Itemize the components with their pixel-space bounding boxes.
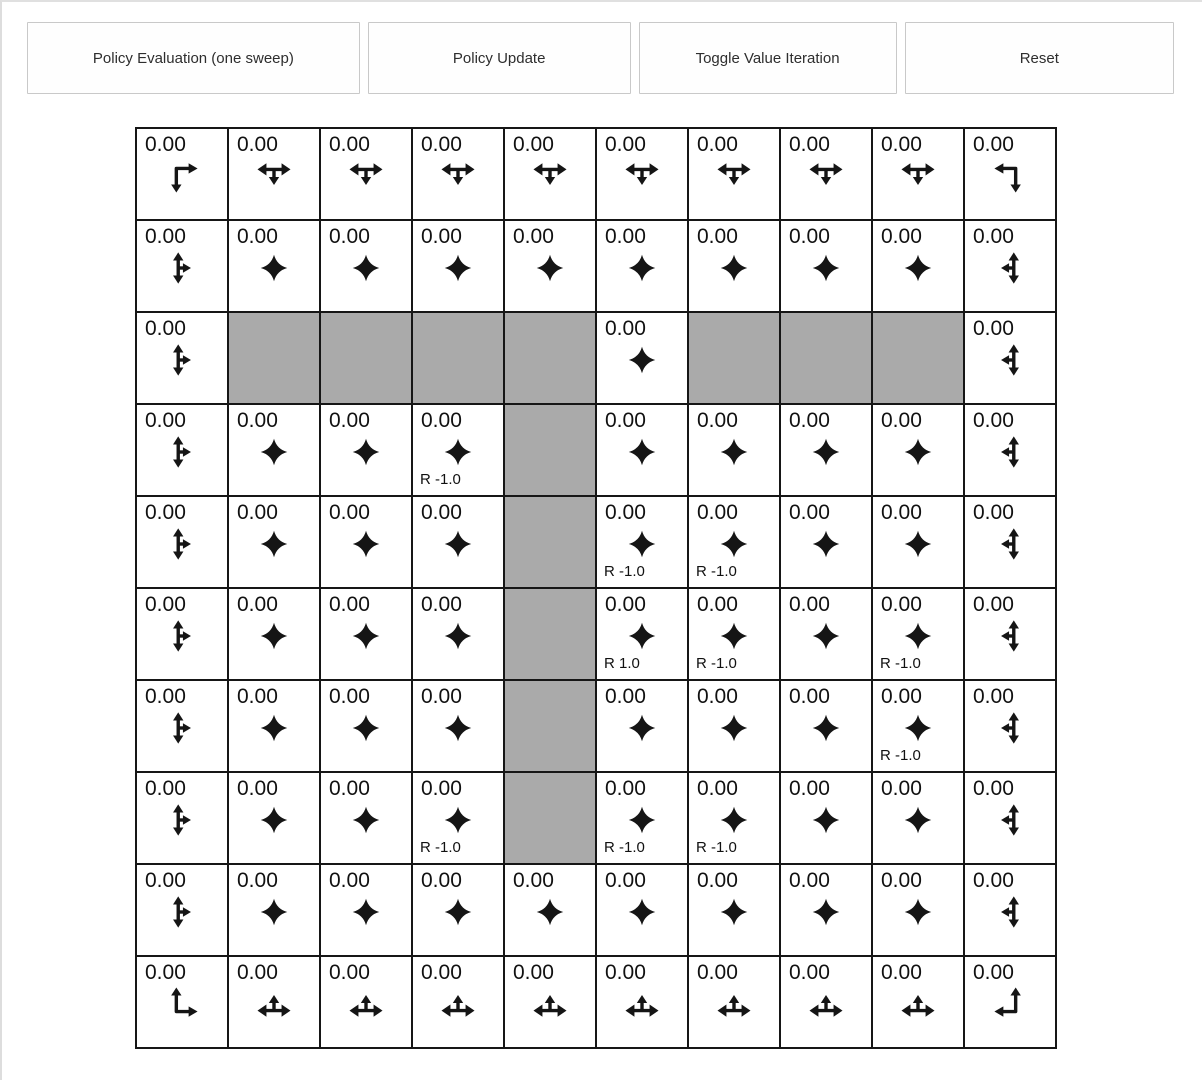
grid-cell[interactable]: [965, 865, 1055, 955]
policy-arrow-all-directions-icon: [809, 711, 843, 745]
cell-value: 0.00: [789, 225, 830, 248]
cell-value: 0.00: [973, 593, 1014, 616]
grid-cell[interactable]: [689, 497, 779, 587]
policy-arrow-up-down-left-icon: [993, 435, 1027, 469]
cell-value: 0.00: [789, 409, 830, 432]
grid-cell[interactable]: [873, 957, 963, 1047]
cell-value: 0.00: [973, 961, 1014, 984]
cell-value: 0.00: [881, 961, 922, 984]
policy-arrow-all-directions-icon: [441, 711, 475, 745]
policy-arrow-left-right-up-icon: [533, 987, 567, 1021]
policy-arrow-left-right-up-icon: [257, 987, 291, 1021]
grid-cell[interactable]: [321, 129, 411, 219]
reward-label: R -1.0: [880, 655, 921, 672]
wall-cell[interactable]: [505, 405, 595, 495]
reward-label: R -1.0: [880, 747, 921, 764]
policy-arrow-all-directions-icon: [349, 527, 383, 561]
grid-cell[interactable]: [505, 221, 595, 311]
policy-arrow-all-directions-icon: [441, 435, 475, 469]
cell-value: 0.00: [329, 225, 370, 248]
policy-arrow-all-directions-icon: [257, 711, 291, 745]
policy-arrow-left-down-icon: [993, 159, 1027, 193]
grid-cell[interactable]: [229, 405, 319, 495]
grid-cell[interactable]: [965, 497, 1055, 587]
policy-arrow-all-directions-icon: [717, 527, 751, 561]
cell-value: 0.00: [421, 593, 462, 616]
grid-cell[interactable]: [137, 405, 227, 495]
grid-cell[interactable]: [965, 589, 1055, 679]
cell-value: 0.00: [145, 501, 186, 524]
cell-value: 0.00: [881, 501, 922, 524]
grid-cell[interactable]: [689, 681, 779, 771]
cell-value: 0.00: [789, 593, 830, 616]
cell-value: 0.00: [421, 869, 462, 892]
policy-arrow-left-right-down-icon: [625, 159, 659, 193]
grid-cell[interactable]: [137, 497, 227, 587]
cell-value: 0.00: [145, 961, 186, 984]
grid-cell[interactable]: [321, 221, 411, 311]
grid-cell[interactable]: [689, 773, 779, 863]
policy-arrow-all-directions-icon: [257, 527, 291, 561]
cell-value: 0.00: [329, 593, 370, 616]
policy-arrow-up-down-right-icon: [165, 803, 199, 837]
grid-cell[interactable]: [781, 221, 871, 311]
policy-arrow-all-directions-icon: [349, 435, 383, 469]
cell-value: 0.00: [973, 685, 1014, 708]
grid-cell[interactable]: [321, 405, 411, 495]
grid-cell[interactable]: [321, 589, 411, 679]
grid-cell[interactable]: [413, 681, 503, 771]
wall-cell[interactable]: [505, 773, 595, 863]
policy-arrow-up-down-right-icon: [165, 251, 199, 285]
policy-arrow-up-down-right-icon: [165, 527, 199, 561]
grid-cell[interactable]: [689, 405, 779, 495]
cell-value: 0.00: [697, 225, 738, 248]
policy-arrow-all-directions-icon: [349, 711, 383, 745]
policy-arrow-all-directions-icon: [809, 895, 843, 929]
policy-arrow-left-right-down-icon: [809, 159, 843, 193]
wall-cell[interactable]: [321, 313, 411, 403]
toolbar: [0, 0, 1202, 94]
grid-cell[interactable]: [873, 773, 963, 863]
wall-cell[interactable]: [505, 497, 595, 587]
cell-value: 0.00: [697, 777, 738, 800]
policy-arrow-all-directions-icon: [625, 619, 659, 653]
policy-arrow-all-directions-icon: [349, 803, 383, 837]
policy-arrow-left-right-down-icon: [533, 159, 567, 193]
grid-cell[interactable]: [229, 221, 319, 311]
grid-cell[interactable]: [965, 129, 1055, 219]
grid-cell[interactable]: [965, 221, 1055, 311]
cell-value: 0.00: [789, 133, 830, 156]
cell-value: 0.00: [973, 317, 1014, 340]
cell-value: 0.00: [421, 225, 462, 248]
grid-cell[interactable]: [965, 405, 1055, 495]
cell-value: 0.00: [605, 685, 646, 708]
policy-arrow-up-down-left-icon: [993, 619, 1027, 653]
cell-value: 0.00: [513, 225, 554, 248]
cell-value: 0.00: [329, 869, 370, 892]
grid-cell[interactable]: [413, 957, 503, 1047]
cell-value: 0.00: [881, 869, 922, 892]
policy-arrow-right-down-icon: [165, 159, 199, 193]
cell-value: 0.00: [605, 409, 646, 432]
grid-cell[interactable]: [781, 589, 871, 679]
grid-cell[interactable]: [873, 129, 963, 219]
reward-label: R -1.0: [420, 471, 461, 488]
policy-arrow-all-directions-icon: [625, 527, 659, 561]
policy-arrow-up-down-left-icon: [993, 251, 1027, 285]
cell-value: 0.00: [881, 777, 922, 800]
cell-value: 0.00: [697, 685, 738, 708]
policy-arrow-all-directions-icon: [441, 803, 475, 837]
grid-cell[interactable]: [781, 865, 871, 955]
cell-value: 0.00: [421, 409, 462, 432]
policy-arrow-up-down-right-icon: [165, 343, 199, 377]
policy-arrow-all-directions-icon: [809, 435, 843, 469]
cell-value: 0.00: [145, 777, 186, 800]
grid-cell[interactable]: [689, 589, 779, 679]
cell-value: 0.00: [329, 409, 370, 432]
cell-value: 0.00: [605, 593, 646, 616]
policy-arrow-all-directions-icon: [901, 895, 935, 929]
grid-cell[interactable]: [137, 773, 227, 863]
cell-value: 0.00: [789, 501, 830, 524]
cell-value: 0.00: [789, 685, 830, 708]
cell-value: 0.00: [329, 133, 370, 156]
reward-label: R -1.0: [604, 839, 645, 856]
grid-cell[interactable]: [321, 497, 411, 587]
policy-arrow-all-directions-icon: [257, 619, 291, 653]
policy-arrow-all-directions-icon: [901, 527, 935, 561]
cell-value: 0.00: [237, 133, 278, 156]
cell-value: 0.00: [145, 869, 186, 892]
grid-cell[interactable]: [873, 405, 963, 495]
cell-value: 0.00: [973, 869, 1014, 892]
grid-cell[interactable]: [229, 129, 319, 219]
policy-arrow-all-directions-icon: [901, 711, 935, 745]
policy-arrow-all-directions-icon: [625, 435, 659, 469]
grid-cell[interactable]: [873, 589, 963, 679]
policy-arrow-up-down-right-icon: [165, 711, 199, 745]
gridworld: [135, 127, 1202, 1049]
cell-value: 0.00: [513, 133, 554, 156]
cell-value: 0.00: [237, 593, 278, 616]
grid-cell[interactable]: [597, 405, 687, 495]
grid-cell[interactable]: [413, 589, 503, 679]
cell-value: 0.00: [145, 225, 186, 248]
policy-arrow-all-directions-icon: [625, 343, 659, 377]
cell-value: 0.00: [237, 777, 278, 800]
policy-arrow-all-directions-icon: [349, 619, 383, 653]
policy-arrow-all-directions-icon: [901, 251, 935, 285]
cell-value: 0.00: [881, 685, 922, 708]
grid-cell[interactable]: [597, 313, 687, 403]
policy-arrow-left-right-up-icon: [625, 987, 659, 1021]
policy-arrow-all-directions-icon: [809, 251, 843, 285]
reward-label: R -1.0: [696, 839, 737, 856]
wall-cell[interactable]: [413, 313, 503, 403]
policy-arrow-up-down-left-icon: [993, 527, 1027, 561]
policy-arrow-all-directions-icon: [441, 895, 475, 929]
grid-cell[interactable]: [137, 589, 227, 679]
grid-cell[interactable]: [505, 865, 595, 955]
grid-cell[interactable]: [137, 221, 227, 311]
grid-cell[interactable]: [873, 681, 963, 771]
cell-value: 0.00: [329, 961, 370, 984]
gridworld-grid: [135, 127, 1057, 1049]
policy-arrow-all-directions-icon: [809, 803, 843, 837]
reward-label: R -1.0: [420, 839, 461, 856]
policy-arrow-all-directions-icon: [625, 803, 659, 837]
policy-arrow-all-directions-icon: [533, 251, 567, 285]
grid-cell[interactable]: [597, 773, 687, 863]
grid-cell[interactable]: [689, 221, 779, 311]
policy-arrow-up-down-left-icon: [993, 895, 1027, 929]
cell-value: 0.00: [973, 133, 1014, 156]
policy-update-button[interactable]: Policy Update: [368, 22, 631, 94]
cell-value: 0.00: [697, 133, 738, 156]
policy-arrow-left-right-up-icon: [349, 987, 383, 1021]
policy-arrow-up-down-left-icon: [993, 343, 1027, 377]
policy-arrow-all-directions-icon: [717, 251, 751, 285]
policy-arrow-all-directions-icon: [901, 803, 935, 837]
policy-arrow-all-directions-icon: [717, 435, 751, 469]
cell-value: 0.00: [697, 409, 738, 432]
policy-arrow-all-directions-icon: [809, 527, 843, 561]
grid-cell[interactable]: [321, 865, 411, 955]
cell-value: 0.00: [789, 777, 830, 800]
policy-arrow-all-directions-icon: [901, 435, 935, 469]
cell-value: 0.00: [421, 133, 462, 156]
cell-value: 0.00: [605, 777, 646, 800]
grid-cell[interactable]: [689, 129, 779, 219]
policy-arrow-left-right-down-icon: [717, 159, 751, 193]
grid-cell[interactable]: [689, 957, 779, 1047]
grid-cell[interactable]: [229, 865, 319, 955]
cell-value: 0.00: [421, 685, 462, 708]
cell-value: 0.00: [237, 409, 278, 432]
policy-arrow-all-directions-icon: [441, 619, 475, 653]
cell-value: 0.00: [237, 501, 278, 524]
grid-cell[interactable]: [965, 773, 1055, 863]
grid-cell[interactable]: [597, 129, 687, 219]
policy-arrow-left-right-up-icon: [809, 987, 843, 1021]
wall-cell[interactable]: [505, 313, 595, 403]
policy-arrow-all-directions-icon: [257, 435, 291, 469]
cell-value: 0.00: [881, 133, 922, 156]
policy-arrow-up-down-right-icon: [165, 895, 199, 929]
wall-cell[interactable]: [689, 313, 779, 403]
cell-value: 0.00: [237, 225, 278, 248]
wall-cell[interactable]: [505, 589, 595, 679]
cell-value: 0.00: [145, 685, 186, 708]
policy-arrow-all-directions-icon: [717, 803, 751, 837]
wall-cell[interactable]: [229, 313, 319, 403]
cell-value: 0.00: [145, 593, 186, 616]
grid-cell[interactable]: [229, 497, 319, 587]
grid-cell[interactable]: [965, 957, 1055, 1047]
policy-arrow-up-down-right-icon: [165, 435, 199, 469]
grid-cell[interactable]: [597, 957, 687, 1047]
cell-value: 0.00: [605, 133, 646, 156]
cell-value: 0.00: [329, 501, 370, 524]
grid-cell[interactable]: [413, 497, 503, 587]
policy-arrow-up-left-icon: [993, 987, 1027, 1021]
policy-arrow-all-directions-icon: [625, 895, 659, 929]
reward-label: R -1.0: [604, 563, 645, 580]
wall-cell[interactable]: [873, 313, 963, 403]
cell-value: 0.00: [329, 685, 370, 708]
policy-arrow-all-directions-icon: [441, 527, 475, 561]
grid-cell[interactable]: [413, 221, 503, 311]
reset-button[interactable]: Reset: [905, 22, 1174, 94]
cell-value: 0.00: [513, 869, 554, 892]
policy-arrow-all-directions-icon: [349, 895, 383, 929]
policy-arrow-all-directions-icon: [441, 251, 475, 285]
cell-value: 0.00: [237, 685, 278, 708]
grid-cell[interactable]: [873, 497, 963, 587]
grid-cell[interactable]: [137, 681, 227, 771]
cell-value: 0.00: [789, 961, 830, 984]
cell-value: 0.00: [973, 409, 1014, 432]
cell-value: 0.00: [697, 869, 738, 892]
wall-cell[interactable]: [505, 681, 595, 771]
policy-arrow-all-directions-icon: [257, 251, 291, 285]
cell-value: 0.00: [513, 961, 554, 984]
reward-label: R 1.0: [604, 655, 640, 672]
policy-arrow-all-directions-icon: [717, 619, 751, 653]
policy-arrow-all-directions-icon: [257, 895, 291, 929]
grid-cell[interactable]: [137, 957, 227, 1047]
policy-arrow-up-down-left-icon: [993, 803, 1027, 837]
policy-arrow-all-directions-icon: [533, 895, 567, 929]
reward-label: R -1.0: [696, 563, 737, 580]
grid-cell[interactable]: [965, 681, 1055, 771]
cell-value: 0.00: [329, 777, 370, 800]
cell-value: 0.00: [973, 225, 1014, 248]
policy-arrow-left-right-up-icon: [717, 987, 751, 1021]
policy-arrow-all-directions-icon: [257, 803, 291, 837]
policy-arrow-left-right-up-icon: [441, 987, 475, 1021]
policy-arrow-up-right-icon: [165, 987, 199, 1021]
policy-evaluation-button[interactable]: Policy Evaluation (one sweep): [27, 22, 360, 94]
reward-label: R -1.0: [696, 655, 737, 672]
grid-cell[interactable]: [597, 221, 687, 311]
cell-value: 0.00: [697, 961, 738, 984]
toggle-value-iteration-button[interactable]: Toggle Value Iteration: [639, 22, 897, 94]
cell-value: 0.00: [605, 225, 646, 248]
grid-cell[interactable]: [137, 313, 227, 403]
grid-cell[interactable]: [413, 129, 503, 219]
cell-value: 0.00: [421, 777, 462, 800]
policy-arrow-left-right-down-icon: [349, 159, 383, 193]
cell-value: 0.00: [421, 501, 462, 524]
grid-cell[interactable]: [413, 773, 503, 863]
cell-value: 0.00: [145, 317, 186, 340]
grid-cell[interactable]: [873, 865, 963, 955]
policy-arrow-left-right-down-icon: [901, 159, 935, 193]
cell-value: 0.00: [881, 225, 922, 248]
cell-value: 0.00: [697, 593, 738, 616]
grid-cell[interactable]: [321, 773, 411, 863]
cell-value: 0.00: [973, 777, 1014, 800]
grid-cell[interactable]: [229, 589, 319, 679]
policy-arrow-all-directions-icon: [809, 619, 843, 653]
grid-cell[interactable]: [597, 589, 687, 679]
policy-arrow-all-directions-icon: [349, 251, 383, 285]
policy-arrow-left-right-up-icon: [901, 987, 935, 1021]
cell-value: 0.00: [605, 869, 646, 892]
grid-cell[interactable]: [137, 129, 227, 219]
grid-cell[interactable]: [597, 497, 687, 587]
grid-cell[interactable]: [597, 865, 687, 955]
policy-arrow-all-directions-icon: [901, 619, 935, 653]
grid-cell[interactable]: [229, 773, 319, 863]
cell-value: 0.00: [237, 869, 278, 892]
cell-value: 0.00: [881, 409, 922, 432]
cell-value: 0.00: [881, 593, 922, 616]
cell-value: 0.00: [605, 317, 646, 340]
policy-arrow-up-down-left-icon: [993, 711, 1027, 745]
grid-cell[interactable]: [229, 681, 319, 771]
grid-cell[interactable]: [965, 313, 1055, 403]
grid-cell[interactable]: [229, 957, 319, 1047]
cell-value: 0.00: [145, 409, 186, 432]
grid-cell[interactable]: [137, 865, 227, 955]
policy-arrow-up-down-right-icon: [165, 619, 199, 653]
grid-cell[interactable]: [413, 865, 503, 955]
cell-value: 0.00: [697, 501, 738, 524]
grid-cell[interactable]: [781, 497, 871, 587]
grid-cell[interactable]: [873, 221, 963, 311]
grid-cell[interactable]: [781, 681, 871, 771]
policy-arrow-all-directions-icon: [717, 895, 751, 929]
grid-cell[interactable]: [689, 865, 779, 955]
cell-value: 0.00: [145, 133, 186, 156]
cell-value: 0.00: [605, 501, 646, 524]
policy-arrow-all-directions-icon: [625, 711, 659, 745]
cell-value: 0.00: [789, 869, 830, 892]
cell-value: 0.00: [973, 501, 1014, 524]
grid-cell[interactable]: [321, 681, 411, 771]
grid-cell[interactable]: [597, 681, 687, 771]
grid-cell[interactable]: [505, 957, 595, 1047]
policy-arrow-left-right-down-icon: [257, 159, 291, 193]
grid-cell[interactable]: [781, 773, 871, 863]
grid-cell[interactable]: [781, 957, 871, 1047]
cell-value: 0.00: [421, 961, 462, 984]
wall-cell[interactable]: [781, 313, 871, 403]
cell-value: 0.00: [237, 961, 278, 984]
grid-cell[interactable]: [781, 129, 871, 219]
grid-cell[interactable]: [505, 129, 595, 219]
policy-arrow-left-right-down-icon: [441, 159, 475, 193]
cell-value: 0.00: [605, 961, 646, 984]
grid-cell[interactable]: [413, 405, 503, 495]
grid-cell[interactable]: [321, 957, 411, 1047]
policy-arrow-all-directions-icon: [717, 711, 751, 745]
grid-cell[interactable]: [781, 405, 871, 495]
policy-arrow-all-directions-icon: [625, 251, 659, 285]
